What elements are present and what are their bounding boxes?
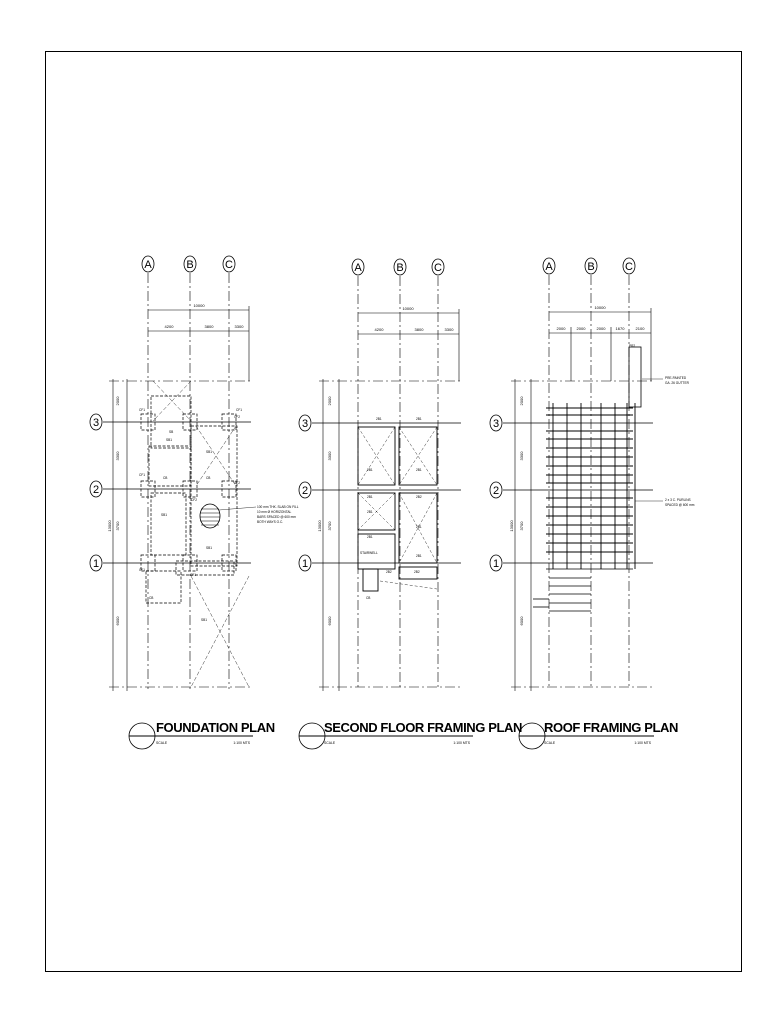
scale-label: SCALE bbox=[544, 741, 556, 745]
beam-label: CB bbox=[206, 476, 211, 480]
vertical-dimension: 13000 bbox=[509, 520, 514, 532]
stairwell-label: STAIRWELL bbox=[360, 551, 378, 555]
vertical-dimension: 3300 bbox=[115, 451, 120, 461]
grid-bubbles-letters bbox=[142, 256, 235, 272]
svg-text:PR2: PR2 bbox=[629, 344, 636, 348]
roof-title: ROOF FRAMING PLAN bbox=[544, 720, 679, 735]
sub-dimension: 3800 bbox=[204, 324, 214, 329]
grid-bubbles-numbers bbox=[490, 415, 502, 571]
grid-letter-c: C bbox=[225, 259, 233, 271]
grid-number-2: 2 bbox=[301, 485, 309, 497]
sub-dimension: 2000 bbox=[556, 326, 566, 331]
beam-label: CB bbox=[366, 596, 371, 600]
framing-bays bbox=[358, 427, 437, 591]
foundation-plan bbox=[90, 256, 299, 749]
grid-bubbles-letters bbox=[543, 258, 635, 274]
purlin-note bbox=[665, 498, 695, 507]
grid-number-1: 1 bbox=[301, 558, 309, 570]
beam-label: SB1 bbox=[201, 618, 208, 622]
grid-number-3: 3 bbox=[492, 418, 500, 430]
gutter-note bbox=[665, 376, 690, 385]
sub-dimension: 2100 bbox=[635, 326, 645, 331]
grid-letter-c: C bbox=[625, 261, 633, 273]
sub-dimension: 2000 bbox=[576, 326, 586, 331]
grid-bubbles-numbers bbox=[90, 414, 102, 571]
beam-label: 2B2 bbox=[386, 570, 392, 574]
grid-letter-b: B bbox=[587, 261, 595, 273]
plans-drawing bbox=[46, 52, 743, 973]
grid-letter-b: B bbox=[186, 259, 194, 271]
sub-dimension: 4200 bbox=[374, 327, 384, 332]
beam-label: 2B1 bbox=[416, 468, 422, 472]
beam-label: 2B2 bbox=[416, 495, 422, 499]
purlins bbox=[546, 408, 633, 552]
second-floor-plan bbox=[299, 259, 522, 749]
svg-text:GA. 26 GUTTER: GA. 26 GUTTER bbox=[665, 381, 689, 385]
beam-label: SB1 bbox=[206, 546, 213, 550]
rafters bbox=[553, 403, 635, 569]
overall-dimension: 10000 bbox=[402, 306, 414, 311]
grid-number-1: 1 bbox=[492, 558, 500, 570]
grid-number-3: 3 bbox=[92, 417, 100, 429]
top-dimensions bbox=[148, 306, 249, 381]
grid-letter-a: A bbox=[545, 261, 553, 273]
sub-dimension: 1670 bbox=[615, 326, 625, 331]
second-floor-title-block bbox=[299, 720, 522, 749]
beam-label: 2B1 bbox=[367, 495, 373, 499]
footing-label: CF1 bbox=[139, 473, 146, 477]
grid-number-1: 1 bbox=[92, 558, 100, 570]
vertical-dimension: 3300 bbox=[327, 451, 332, 461]
sub-dimension: 3300 bbox=[444, 327, 454, 332]
svg-text:SPACED @ 600 mm: SPACED @ 600 mm bbox=[665, 503, 695, 507]
vertical-dimension: 3700 bbox=[115, 521, 120, 531]
sub-dimension: 2000 bbox=[596, 326, 606, 331]
sub-dimension: 4200 bbox=[164, 324, 174, 329]
vertical-dimension: 6000 bbox=[115, 616, 120, 626]
beam-label: 2B1 bbox=[367, 468, 373, 472]
beam-label: 2B1 bbox=[367, 535, 373, 539]
grid-letter-a: A bbox=[144, 259, 152, 271]
grid-letter-b: B bbox=[396, 262, 404, 274]
vertical-dimension: 2000 bbox=[519, 396, 524, 406]
beam-label: 2B1 bbox=[367, 510, 373, 514]
svg-text:10 mm Ø HORIZONTAL: 10 mm Ø HORIZONTAL bbox=[257, 510, 292, 514]
roof-title-block bbox=[519, 720, 678, 749]
sub-dimension: 3800 bbox=[414, 327, 424, 332]
vertical-dimension: 3700 bbox=[519, 521, 524, 531]
footing-label: CF1 bbox=[190, 573, 197, 577]
footing-label: CF1 bbox=[236, 408, 243, 412]
vertical-dimension: 2000 bbox=[327, 396, 332, 406]
drawing-sheet bbox=[45, 51, 742, 972]
beam-label: 2B1 bbox=[416, 417, 422, 421]
foundation-title-block bbox=[129, 720, 275, 749]
beam-label: 2B1 bbox=[376, 417, 382, 421]
grid-bubbles-letters bbox=[352, 259, 444, 275]
beam-label: 2B1 bbox=[416, 525, 422, 529]
beam-label: SB1 bbox=[166, 438, 173, 442]
overall-dimension: 10000 bbox=[193, 303, 205, 308]
grid-letter-a: A bbox=[354, 262, 362, 274]
grid-letter-c: C bbox=[434, 262, 442, 274]
scale-label: SCALE bbox=[324, 741, 336, 745]
beam-label: 2B1 bbox=[416, 554, 422, 558]
scale-value: 1:100 MTS bbox=[634, 741, 651, 745]
vertical-dimension: 3300 bbox=[519, 451, 524, 461]
scale-label: SCALE bbox=[156, 741, 168, 745]
footing-label: CF2 bbox=[234, 481, 241, 485]
svg-text:100 mm THK. SLAB ON FILL: 100 mm THK. SLAB ON FILL bbox=[257, 505, 299, 509]
vertical-dimension: 6000 bbox=[519, 616, 524, 626]
beam-label: SB1 bbox=[161, 513, 168, 517]
svg-text:PRE-PAINTED: PRE-PAINTED bbox=[665, 376, 687, 380]
foundation-title: FOUNDATION PLAN bbox=[156, 720, 275, 735]
vertical-dimension: 6000 bbox=[327, 616, 332, 626]
svg-text:BOTH WAYS O.C.: BOTH WAYS O.C. bbox=[257, 520, 284, 524]
grid-number-2: 2 bbox=[92, 484, 100, 496]
footing-label: CF2 bbox=[234, 415, 241, 419]
roof-plan bbox=[490, 258, 695, 749]
footing-label: CF1 bbox=[139, 568, 146, 572]
overall-dimension: 10000 bbox=[594, 305, 606, 310]
svg-text:BARS SPACED @ 600 mm: BARS SPACED @ 600 mm bbox=[257, 515, 296, 519]
slab-note bbox=[257, 505, 299, 524]
svg-text:2 x 3 C. PURLINS: 2 x 3 C. PURLINS bbox=[665, 498, 691, 502]
footing-label: CF2 bbox=[191, 498, 198, 502]
grid-bubbles-numbers bbox=[299, 415, 311, 571]
column-footing-detail bbox=[200, 504, 220, 528]
sub-dimension: 3300 bbox=[234, 324, 244, 329]
vertical-dimension: 13000 bbox=[317, 520, 322, 532]
beam-label: SB bbox=[169, 430, 174, 434]
vertical-dimension: 13000 bbox=[107, 520, 112, 532]
vertical-dimension: 3700 bbox=[327, 521, 332, 531]
footing-label: CF1 bbox=[139, 408, 146, 412]
scale-value: 1:100 MTS bbox=[233, 741, 250, 745]
second-floor-title: SECOND FLOOR FRAMING PLAN bbox=[324, 720, 522, 735]
beam-label: CB bbox=[163, 476, 168, 480]
footing-outlines bbox=[141, 396, 237, 603]
beam-label: 2B2 bbox=[414, 570, 420, 574]
grid-number-2: 2 bbox=[492, 485, 500, 497]
vertical-dimension: 2000 bbox=[115, 396, 120, 406]
beam-label: SB1 bbox=[206, 450, 213, 454]
grid-number-3: 3 bbox=[301, 418, 309, 430]
scale-value: 1:100 MTS bbox=[453, 741, 470, 745]
beam-label: CB bbox=[149, 596, 154, 600]
